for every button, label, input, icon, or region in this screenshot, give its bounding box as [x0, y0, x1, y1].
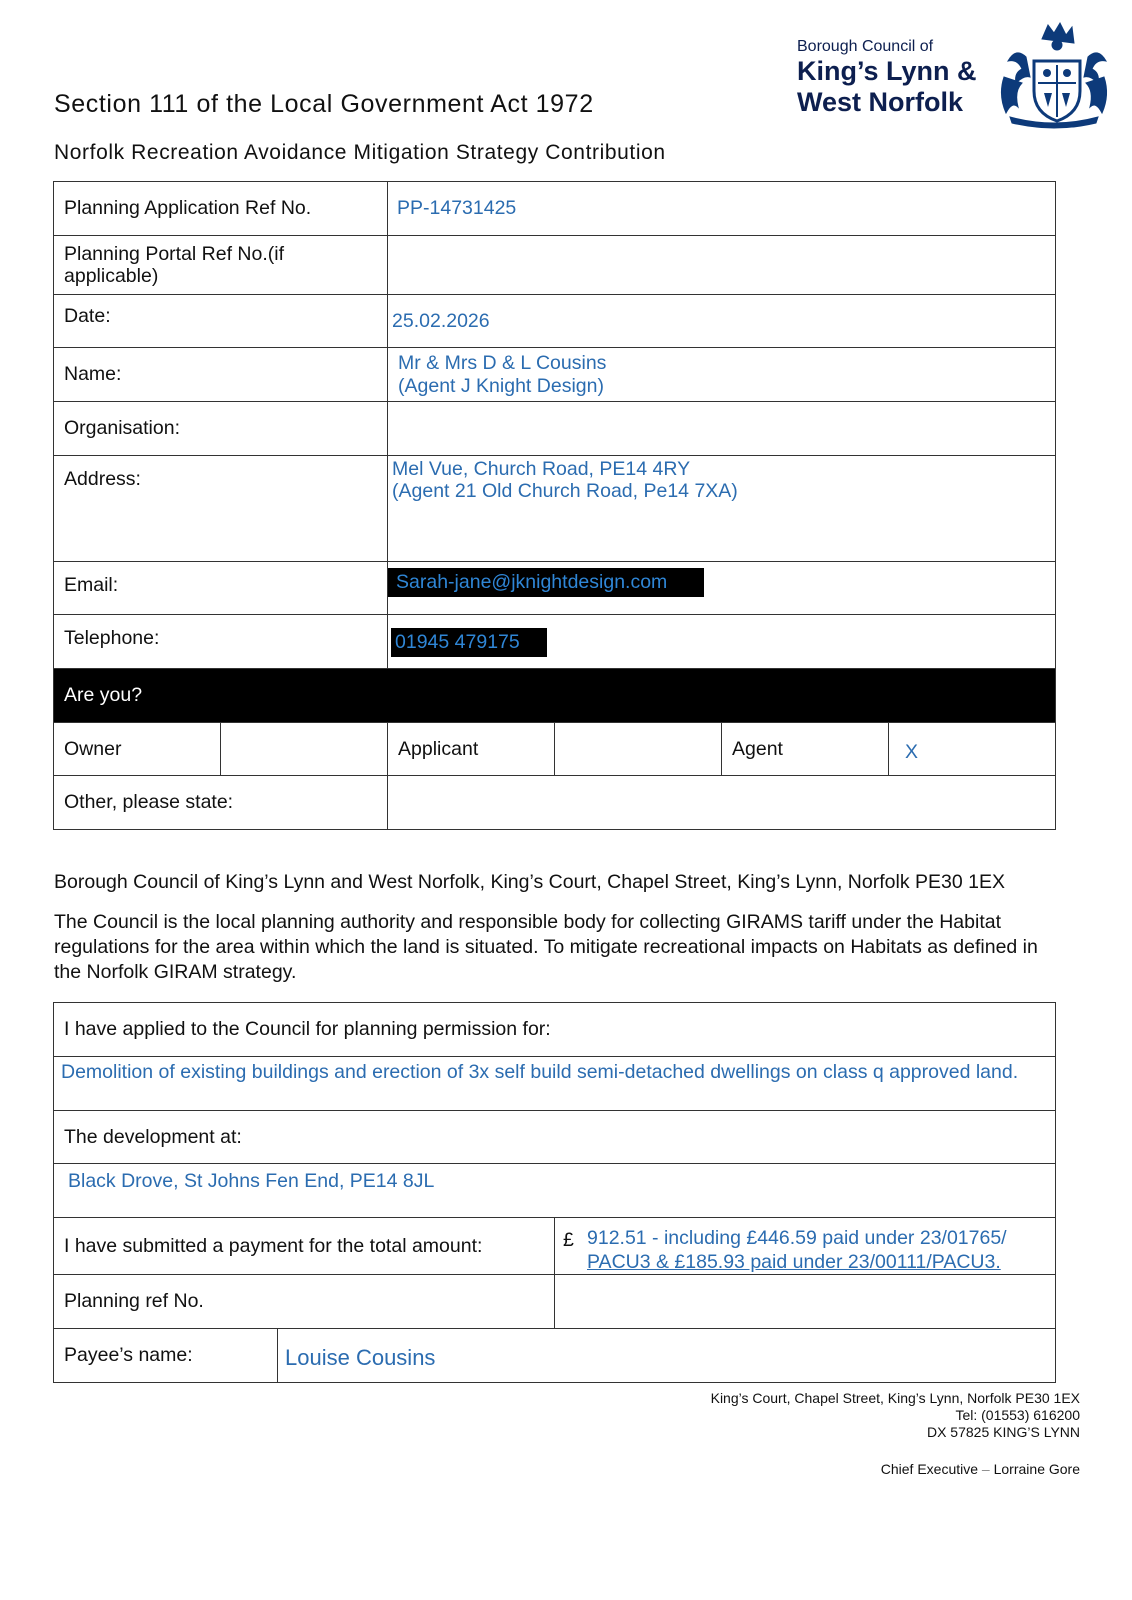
email-value: Sarah-jane@jknightdesign.com [388, 568, 704, 597]
applicant-field[interactable] [555, 723, 722, 776]
chief-executive-name: Lorraine Gore [993, 1461, 1080, 1477]
address-field[interactable] [388, 456, 1056, 562]
council-address-text: Borough Council of King’s Lynn and West Norfolk, King’s Court, Chapel Street, King’s Lynn, Norfolk PE30 1EX [54, 871, 1005, 893]
email-field[interactable] [388, 562, 1056, 615]
planning-app-ref-label: Planning Application Ref No. [54, 182, 388, 236]
address-value-line-1: Mel Vue, Church Road, PE14 4RY [392, 458, 691, 480]
other-field[interactable] [388, 776, 1056, 830]
planning-app-ref-field[interactable]: PP-14731425 [388, 182, 1056, 236]
footer-address: King’s Court, Chapel Street, King’s Lynn, Norfolk PE30 1EX [710, 1390, 1080, 1406]
council-logo-text [797, 38, 977, 118]
agent-label: Agent [722, 723, 889, 776]
logo-line-1: Borough Council of [797, 38, 934, 55]
applied-for-field[interactable]: Demolition of existing buildings and erection of 3x self build semi-detached dwellings on class q approved land. [54, 1057, 1056, 1111]
date-field[interactable]: 25.02.2026 [388, 295, 1056, 348]
agent-field[interactable]: X [889, 723, 1056, 776]
other-label: Other, please state: [54, 776, 388, 830]
applicant-label: Applicant [388, 723, 555, 776]
email-label: Email: [54, 562, 388, 615]
portal-ref-label: Planning Portal Ref No.(if applicable) [54, 236, 388, 295]
development-at-field[interactable]: Black Drove, St Johns Fen End, PE14 8JL [54, 1164, 1056, 1218]
footer-contact [711, 1390, 1080, 1441]
footer-tel: Tel: (01553) 616200 [955, 1407, 1080, 1423]
name-label: Name: [54, 348, 388, 402]
name-value-line-1: Mr & Mrs D & L Cousins [398, 351, 607, 374]
logo-line-3: West Norfolk [797, 87, 964, 117]
council-crest-icon [996, 17, 1112, 129]
development-details-table [53, 1002, 1056, 1383]
planning-ref-label: Planning ref No. [54, 1275, 555, 1329]
payment-value-line-2: PACU3 & £185.93 paid under 23/00111/PACU3. [587, 1251, 1001, 1273]
logo-line-2: King’s Lynn & [797, 56, 977, 86]
chief-executive-label: Chief Executive [880, 1461, 979, 1477]
owner-label: Owner [54, 723, 221, 776]
organisation-label: Organisation: [54, 402, 388, 456]
development-at-label: The development at: [54, 1111, 1056, 1164]
payee-name-field[interactable]: Louise Cousins [278, 1329, 1056, 1383]
applied-for-label: I have applied to the Council for planning permission for: [54, 1003, 1056, 1057]
planning-ref-field[interactable] [555, 1275, 1056, 1329]
telephone-field[interactable] [388, 615, 1056, 669]
chief-executive-separator: – [981, 1461, 990, 1477]
applicant-details-table [53, 181, 1056, 830]
name-value-line-2: (Agent J Knight Design) [398, 374, 604, 397]
name-field[interactable] [388, 348, 1056, 402]
telephone-label: Telephone: [54, 615, 388, 669]
intro-paragraph: The Council is the local planning authority and responsible body for collecting GIRAMS tariff under the Habitat regulations for the area within which the land is situated. To mitigate recreational impacts on Habitats as defined in the Norfolk GIRAM strategy. [54, 911, 1038, 983]
address-value-line-2: (Agent 21 Old Church Road, Pe14 7XA) [392, 480, 738, 502]
footer-dx: DX 57825 KING’S LYNN [926, 1424, 1080, 1440]
document-title: Section 111 of the Local Government Act 1972 [54, 90, 594, 118]
payment-field[interactable] [555, 1218, 1056, 1275]
payment-value-line-1: 912.51 - including £446.59 paid under 23/01765/ [587, 1227, 1007, 1249]
payment-label: I have submitted a payment for the total amount: [54, 1218, 555, 1275]
date-label: Date: [54, 295, 388, 348]
telephone-value: 01945 479175 [391, 628, 547, 657]
organisation-field[interactable] [388, 402, 1056, 456]
are-you-header: Are you? [54, 669, 1056, 723]
payee-name-label: Payee’s name: [54, 1329, 278, 1383]
document-subtitle: Norfolk Recreation Avoidance Mitigation Strategy Contribution [54, 141, 666, 164]
owner-field[interactable] [221, 723, 388, 776]
address-label: Address: [54, 456, 388, 562]
currency-symbol: £ [563, 1229, 574, 1251]
portal-ref-field[interactable] [388, 236, 1056, 295]
footer-chief-executive [881, 1461, 1080, 1478]
